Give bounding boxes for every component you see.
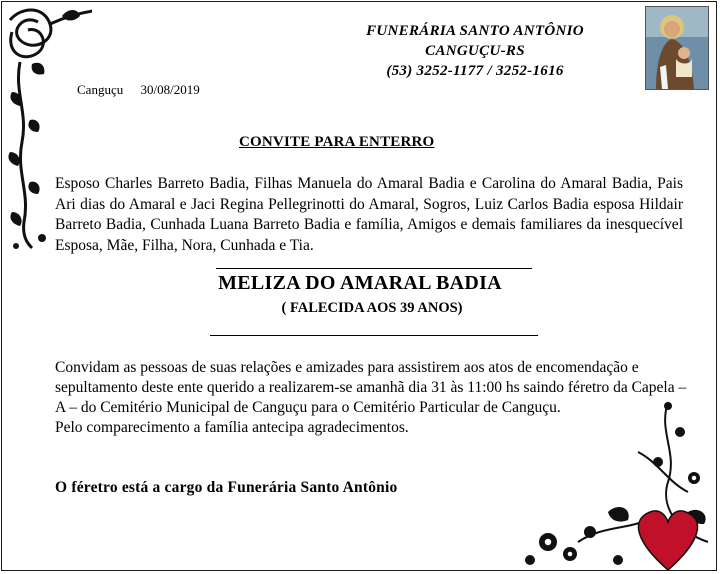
funeral-home-city: CANGUÇU-RS: [425, 43, 525, 59]
deceased-name: MELIZA DO AMARAL BADIA: [218, 272, 502, 294]
family-paragraph: Esposo Charles Barreto Badia, Filhas Manuela do Amaral Badia e Carolina do Amaral Badia, Pais Ari dias do Amaral e Jaci Regina Pellegrinotti do Amaral, Sogros, Luiz Carlos Badia esposa Hildair Barreto Badia, Cunhada Luana Barreto Badia e família, Amigos e demais familiares da inesquecível Esposa, Mãe, Filha, Nora, Cunhada e Tia.: [55, 175, 683, 254]
funeral-home-name: FUNERÁRIA SANTO ANTÔNIO: [366, 23, 584, 39]
thanks-line: Pelo comparecimento a família antecipa agradecimentos.: [55, 419, 409, 436]
flower-heart-ornament-icon: [518, 392, 718, 572]
deceased-age-note: ( FALECIDA AOS 39 ANOS): [281, 300, 463, 316]
place-date-line: [77, 82, 214, 98]
funeral-home-header: [340, 21, 610, 81]
invitation-paragraph: Convidam as pessoas de suas relações e amizades para assistirem aos atos de encomendação e sepultamento deste ente querido a realizarem-se amanhã dia 31 às 11:00 hs saindo féretro da Capela – A – do Cemitério Municipal de Canguçu para o Cemitério Particular de Canguçu.: [55, 359, 687, 416]
saint-anthony-icon: [645, 6, 709, 90]
top-divider: [216, 268, 532, 269]
place: Canguçu: [77, 82, 124, 97]
funeral-home-phones: (53) 3252-1177 / 3252-1616: [386, 63, 564, 79]
date: 30/08/2019: [140, 82, 200, 97]
funeral-home-responsibility: O féretro está a cargo da Funerária Santo Antônio: [55, 479, 398, 496]
heart-icon: [638, 511, 697, 570]
bottom-divider: [210, 335, 538, 336]
invitation-title: CONVITE PARA ENTERRO: [239, 134, 435, 150]
